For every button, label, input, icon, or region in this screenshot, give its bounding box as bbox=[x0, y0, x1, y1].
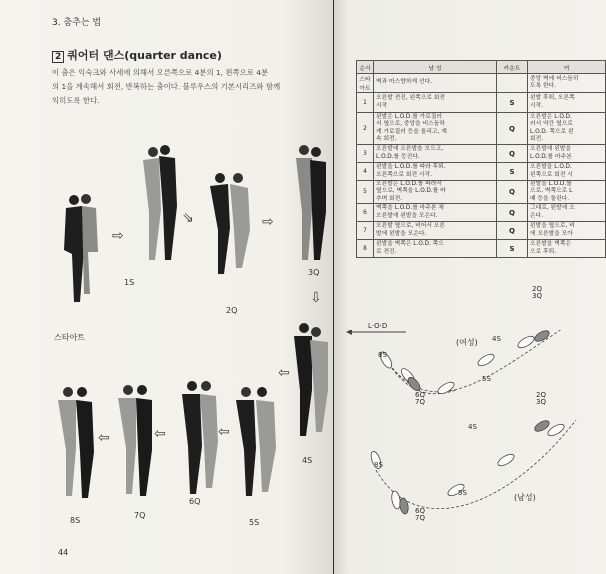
dancer-photo-5s bbox=[228, 382, 284, 500]
man-step-label: 4S bbox=[468, 423, 477, 431]
woman-step-cell: 오른발에 왼발을 L.O.D.를 마주본 bbox=[528, 145, 606, 163]
arrow-left-icon: ⇦ bbox=[218, 424, 230, 440]
step-number-cell: 스타아트 bbox=[357, 74, 374, 93]
header-count: 카운트 bbox=[497, 61, 528, 74]
table-row bbox=[357, 145, 606, 163]
arrow-right-icon: ⇨ bbox=[112, 228, 124, 244]
man-step-cell: 오른발 전진, 왼쪽으로 회전 시작 bbox=[374, 93, 497, 113]
right-page bbox=[334, 0, 606, 574]
intro-line: 의 1을 계속해서 회전, 반복하는 춤이다. 블루우스의 기본시리즈와 함께 bbox=[52, 82, 281, 91]
man-step-cell: 왼발은 L.O.D.를 가로질러 서 옆으로, 중앙을 비스듬하 게 가로질러 등을 돌리고, 계 속 회전. bbox=[374, 113, 497, 145]
arrow-left-icon: ⇦ bbox=[154, 426, 166, 442]
man-step-label: 8S bbox=[374, 461, 383, 469]
page-number: 44 bbox=[58, 548, 69, 557]
table-row bbox=[357, 181, 606, 204]
footwork-diagram bbox=[346, 330, 606, 570]
count-cell: Q bbox=[497, 145, 528, 163]
table-row bbox=[357, 74, 606, 93]
chapter-header: 3. 춤추는 법 bbox=[52, 18, 102, 28]
count-cell: Q bbox=[497, 222, 528, 240]
count-cell: Q bbox=[497, 113, 528, 145]
intro-line: 이 춤은 익숙크와 사세에 의해서 오른쪽으로 4분의 1, 왼쪽으로 4분 bbox=[52, 68, 269, 77]
woman-step-cell: 오른발을 L.O.D. 왼쪽으로 회전 시 bbox=[528, 163, 606, 181]
table-row bbox=[357, 163, 606, 181]
man-diagram-label: (남성) bbox=[514, 493, 536, 502]
step-number-cell: 4 bbox=[357, 163, 374, 181]
man-step-cell: 벽쪽을 L.O.D.를 마주본 채 오른발에 왼발을 모은다. bbox=[374, 204, 497, 222]
dancer-photo-1s bbox=[58, 190, 104, 305]
man-step-label: 2Q 3Q bbox=[536, 391, 546, 406]
arrow-right-icon: ⇘ bbox=[182, 210, 194, 226]
woman-step-cell: 그대로, 왼발에 오 은다. bbox=[528, 204, 606, 222]
man-step-label: 5S bbox=[458, 489, 467, 497]
table-row bbox=[357, 204, 606, 222]
header-woman: 여 bbox=[528, 61, 606, 74]
woman-step-label: 2Q 3Q bbox=[532, 285, 542, 300]
woman-step-cell: 오른발을 벽쪽은 으로 후퇴. bbox=[528, 240, 606, 258]
intro-line: 익히도록 한다. bbox=[52, 96, 100, 105]
man-step-cell: 벽과 마스향하게 선다. bbox=[374, 74, 497, 93]
woman-diagram-label: (여성) bbox=[456, 338, 478, 347]
lod-label: L·O·D bbox=[368, 322, 388, 330]
figure-label: 2Q bbox=[226, 306, 238, 315]
dancer-photo-8s bbox=[50, 382, 100, 502]
dancer-photo-7q bbox=[112, 380, 158, 500]
count-cell bbox=[497, 74, 528, 93]
intro-paragraph bbox=[52, 66, 330, 108]
step-number-cell: 2 bbox=[357, 113, 374, 145]
header-order: 순서 bbox=[357, 61, 374, 74]
woman-step-cell: 중앙 벽에 비스듬히 도록 한다. bbox=[528, 74, 606, 93]
count-cell: S bbox=[497, 240, 528, 258]
arrow-left-icon: ⇦ bbox=[98, 430, 110, 446]
figure-label: 3Q bbox=[308, 268, 320, 277]
step-number-cell: 1 bbox=[357, 93, 374, 113]
table-row bbox=[357, 240, 606, 258]
arrow-left-icon: ⇦ bbox=[278, 365, 290, 381]
dancer-photo-2q-second bbox=[198, 168, 258, 278]
figure-label: 8S bbox=[70, 516, 81, 525]
step-number-cell: 7 bbox=[357, 222, 374, 240]
figure-label: 4S bbox=[302, 456, 313, 465]
table-header-row bbox=[357, 61, 606, 74]
figure-label: 5S bbox=[249, 518, 260, 527]
step-number-cell: 5 bbox=[357, 181, 374, 204]
start-label: 스타아트 bbox=[54, 333, 85, 342]
section-number: 2 bbox=[52, 51, 64, 63]
woman-step-cell: 오른발은 L.O.D. 러서 약간 옆으로 L.O.D. 쪽으로 왼 회전. bbox=[528, 113, 606, 145]
dancer-photo-6q bbox=[172, 376, 224, 498]
man-step-cell: 왼발을 벽쪽은 L.O.D. 쪽으 로 전진. bbox=[374, 240, 497, 258]
arrow-down-icon: ⇩ bbox=[310, 290, 322, 306]
count-cell: Q bbox=[497, 204, 528, 222]
steps-table bbox=[356, 60, 606, 258]
header-man: 남 성 bbox=[374, 61, 497, 74]
table-row bbox=[357, 93, 606, 113]
section-title bbox=[52, 47, 222, 63]
step-number-cell: 6 bbox=[357, 204, 374, 222]
dancer-photo-2q bbox=[133, 140, 183, 265]
step-number-cell: 8 bbox=[357, 240, 374, 258]
arrow-right-icon: ⇨ bbox=[262, 214, 274, 230]
count-cell: S bbox=[497, 93, 528, 113]
section-title-text: 쿼어터 댄스(quarter dance) bbox=[67, 49, 222, 62]
table-row bbox=[357, 222, 606, 240]
man-step-cell: 오른발은 L.O.D.를 따라서 옆으로, 벽쪽을 L.O.D.를 바 추며 회전. bbox=[374, 181, 497, 204]
count-cell: S bbox=[497, 163, 528, 181]
figure-label: 1S bbox=[124, 278, 135, 287]
figure-label: 6Q bbox=[189, 497, 201, 506]
woman-step-cell: 왼발을 L.O.D.를 으로, 벽쪽으로 L 때 등을 돌린다. bbox=[528, 181, 606, 204]
woman-step-label: 6Q 7Q bbox=[415, 391, 425, 406]
dancer-photo-4s bbox=[288, 318, 332, 443]
woman-step-cell: 왼발을 옆으로, 비 에 오른발을 모아 bbox=[528, 222, 606, 240]
step-number-cell: 3 bbox=[357, 145, 374, 163]
man-step-label: 6Q 7Q bbox=[415, 507, 425, 522]
man-step-cell: 왼발을 L.O.D.를 따라 후퇴. 오른쪽으로 회전 시작. bbox=[374, 163, 497, 181]
woman-step-label: 8S bbox=[378, 351, 387, 359]
man-step-cell: 오른발 옆으로, 비어서 오른 발에 왼발을 모은다. bbox=[374, 222, 497, 240]
table-row bbox=[357, 113, 606, 145]
count-cell: Q bbox=[497, 181, 528, 204]
woman-step-label: 4S bbox=[492, 335, 501, 343]
woman-step-label: 5S bbox=[482, 375, 491, 383]
figure-label: 7Q bbox=[134, 511, 146, 520]
man-step-cell: 오른발에 오른발을 모으고, L.O.D.를 등진다. bbox=[374, 145, 497, 163]
woman-step-cell: 왼발 후퇴, 오른쪽 시작. bbox=[528, 93, 606, 113]
dancer-photo-3q bbox=[290, 140, 330, 265]
